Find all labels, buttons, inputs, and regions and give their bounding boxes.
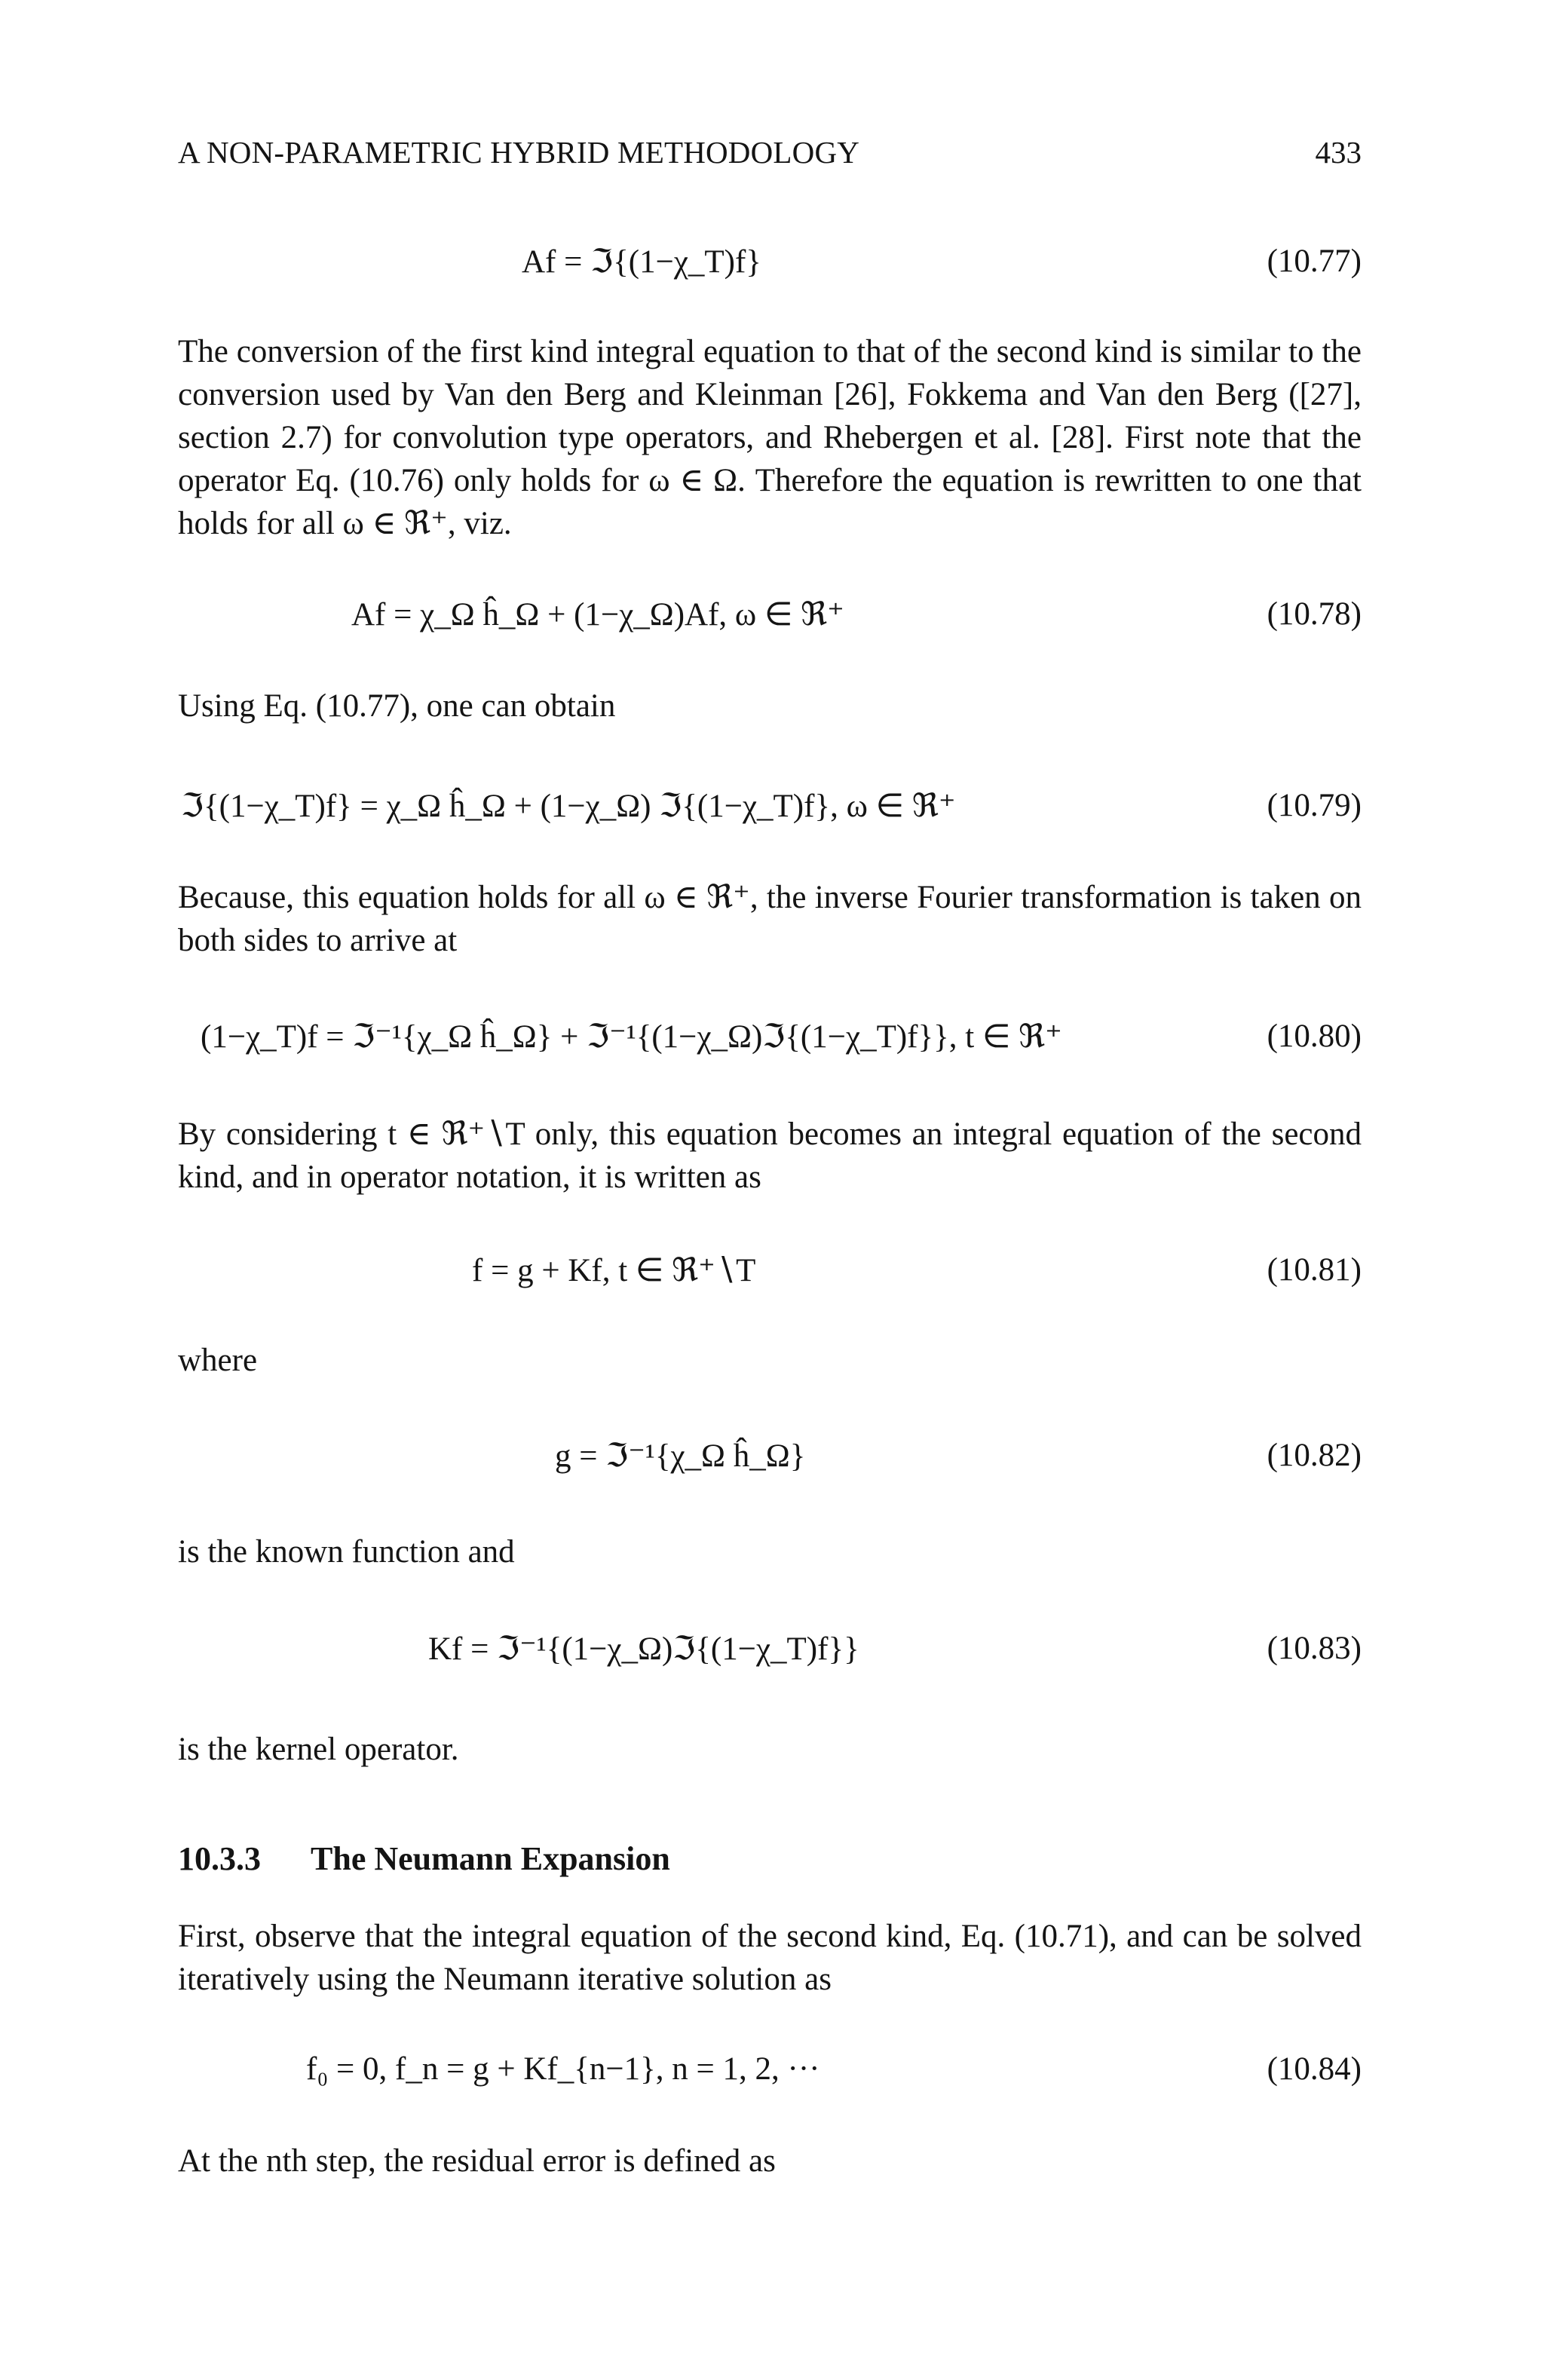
equation-number: (10.80): [1267, 1018, 1362, 1054]
paragraph-known-function: is the known function and: [178, 1534, 515, 1570]
equation-number: (10.79): [1267, 788, 1362, 823]
equation-number: (10.83): [1267, 1631, 1362, 1666]
equation-10-77: [178, 243, 1362, 291]
paragraph-conversion: The conversion of the first kind integral equation to that of the second kind is similar to the conversion used by Van den Berg and Kleinman [26], Fokkema and Van den Berg ([27], section 2.7) for convolution type operators, and Rhebergen et al. [28]. First note that the operator Eq. (10.76) only holds for ω ∈ Ω. Therefore the equation is rewritten to one that holds for all ω ∈ ℜ⁺, viz.: [178, 334, 1362, 541]
running-title: A NON-PARAMETRIC HYBRID METHODOLOGY: [178, 135, 860, 170]
paragraph-first-observe: First, observe that the integral equation of the second kind, Eq. (10.71), and can be solved iteratively using the Neumann iterative solution as: [178, 1919, 1362, 1997]
equation-10-84: [178, 2051, 1362, 2099]
paragraph-because: Because, this equation holds for all ω ∈ ℜ⁺, the inverse Fourier transformation is taken on both sides to arrive at: [178, 880, 1362, 958]
equation-body: ℑ{(1−χ_T)f} = χ_Ω ĥ_Ω + (1−χ_Ω) ℑ{(1−χ_T)f}, ω ∈ ℜ⁺: [181, 789, 956, 824]
equation-10-80: [178, 1018, 1362, 1066]
equation-10-83: [178, 1630, 1362, 1678]
equation-10-79: [178, 787, 1362, 835]
page-number: 433: [1315, 135, 1362, 170]
page-header: [178, 134, 1362, 176]
equation-body: f = g + Kf, t ∈ ℜ⁺∖T: [472, 1253, 756, 1288]
paragraph-using-eq: Using Eq. (10.77), one can obtain: [178, 688, 616, 724]
paragraph-nth-step: At the nth step, the residual error is defined as: [178, 2143, 776, 2179]
paragraph-where: where: [178, 1343, 258, 1378]
equation-body: f₀ = 0, f_n = g + Kf_{n−1}, n = 1, 2, ···: [306, 2051, 820, 2087]
section-title: The Neumann Expansion: [311, 1840, 670, 1877]
paragraph-kernel-operator: is the kernel operator.: [178, 1732, 459, 1767]
equation-10-81: [178, 1251, 1362, 1300]
section-number: 10.3.3: [178, 1840, 261, 1877]
equation-body: g = ℑ⁻¹{χ_Ω ĥ_Ω}: [555, 1438, 806, 1474]
equation-body: Af = ℑ{(1−χ_T)f}: [522, 244, 761, 280]
paragraph-by-considering: By considering t ∈ ℜ⁺∖T only, this equation becomes an integral equation of the second kind, and in operator notation, it is written as: [178, 1116, 1362, 1195]
equation-number: (10.84): [1267, 2051, 1362, 2087]
equation-body: Kf = ℑ⁻¹{(1−χ_Ω)ℑ{(1−χ_T)f}}: [428, 1631, 859, 1667]
equation-body: (1−χ_T)f = ℑ⁻¹{χ_Ω ĥ_Ω} + ℑ⁻¹{(1−χ_Ω)ℑ{(1−χ_T)f}}, t ∈ ℜ⁺: [201, 1019, 1062, 1055]
equation-10-78: [178, 596, 1362, 644]
equation-number: (10.82): [1267, 1438, 1362, 1473]
equation-number: (10.78): [1267, 596, 1362, 632]
equation-number: (10.77): [1267, 244, 1362, 279]
equation-10-82: [178, 1437, 1362, 1485]
equation-number: (10.81): [1267, 1252, 1362, 1288]
equation-body: Af = χ_Ω ĥ_Ω + (1−χ_Ω)Af, ω ∈ ℜ⁺: [351, 597, 844, 633]
section-heading: [178, 1839, 670, 1878]
